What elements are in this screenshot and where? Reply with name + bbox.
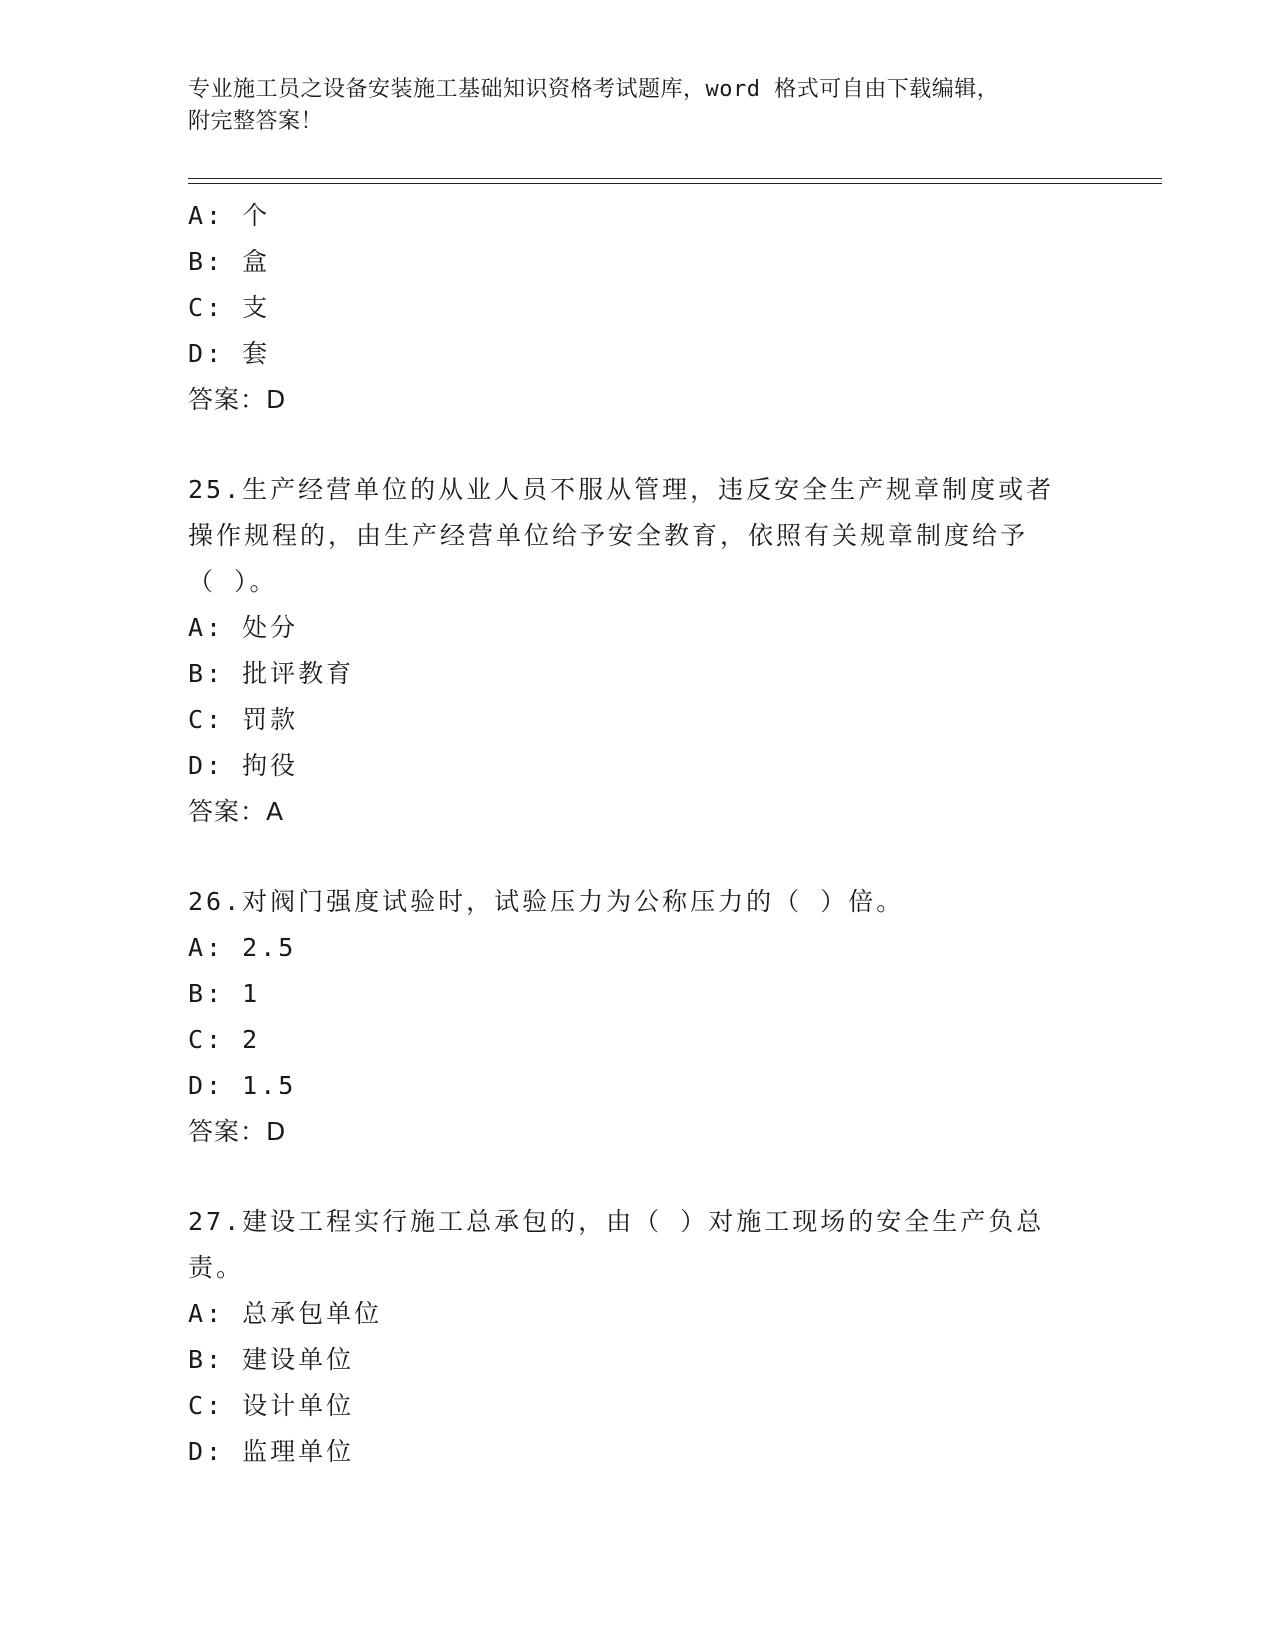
answer-line: 答案：D (188, 385, 287, 414)
question-24 (188, 193, 1088, 423)
option-b: B: 批评教育 (188, 659, 355, 688)
option-d: D: 监理单位 (188, 1437, 355, 1466)
option-d: D: 拘役 (188, 751, 299, 780)
question-text-line: 25.生产经营单位的从业人员不服从管理，违反安全生产规章制度或者 (188, 475, 1055, 504)
option-c: C: 罚款 (188, 705, 299, 734)
question-list (188, 193, 1088, 1475)
question-text-line: （ ）。 (188, 567, 278, 596)
question-25 (188, 467, 1088, 835)
question-spacer (188, 423, 1088, 467)
question-text-line: 操作规程的，由生产经营单位给予安全教育，依照有关规章制度给予 (188, 521, 1029, 550)
question-text-line: 26.对阀门强度试验时，试验压力为公称压力的（ ）倍。 (188, 887, 905, 916)
answer-line: 答案：A (188, 797, 285, 826)
option-c: C: 支 (188, 293, 271, 322)
question-spacer (188, 835, 1088, 879)
option-b: B: 盒 (188, 247, 271, 276)
option-a: A: 个 (188, 201, 271, 230)
question-text-line: 27.建设工程实行施工总承包的，由（ ）对施工现场的安全生产负总 (188, 1207, 1045, 1236)
option-b: B: 建设单位 (188, 1345, 355, 1374)
option-b: B: 1 (188, 979, 261, 1008)
header-divider-top (188, 178, 1162, 179)
option-c: C: 设计单位 (188, 1391, 355, 1420)
question-text-line: 责。 (188, 1253, 245, 1282)
option-d: D: 套 (188, 339, 271, 368)
question-26 (188, 879, 1088, 1155)
header-line-2: 附完整答案！ (188, 109, 324, 134)
question-spacer (188, 1155, 1088, 1199)
answer-line: 答案：D (188, 1117, 287, 1146)
option-d: D: 1.5 (188, 1071, 297, 1100)
question-27 (188, 1199, 1088, 1475)
option-a: A: 处分 (188, 613, 299, 642)
option-c: C: 2 (188, 1025, 261, 1054)
option-a: A: 2.5 (188, 933, 297, 962)
header-divider-bottom (188, 183, 1162, 184)
header-line-1: 专业施工员之设备安装施工基础知识资格考试题库，word 格式可自由下载编辑， (188, 77, 1000, 102)
document-header (188, 74, 1068, 138)
option-a: A: 总承包单位 (188, 1299, 383, 1328)
